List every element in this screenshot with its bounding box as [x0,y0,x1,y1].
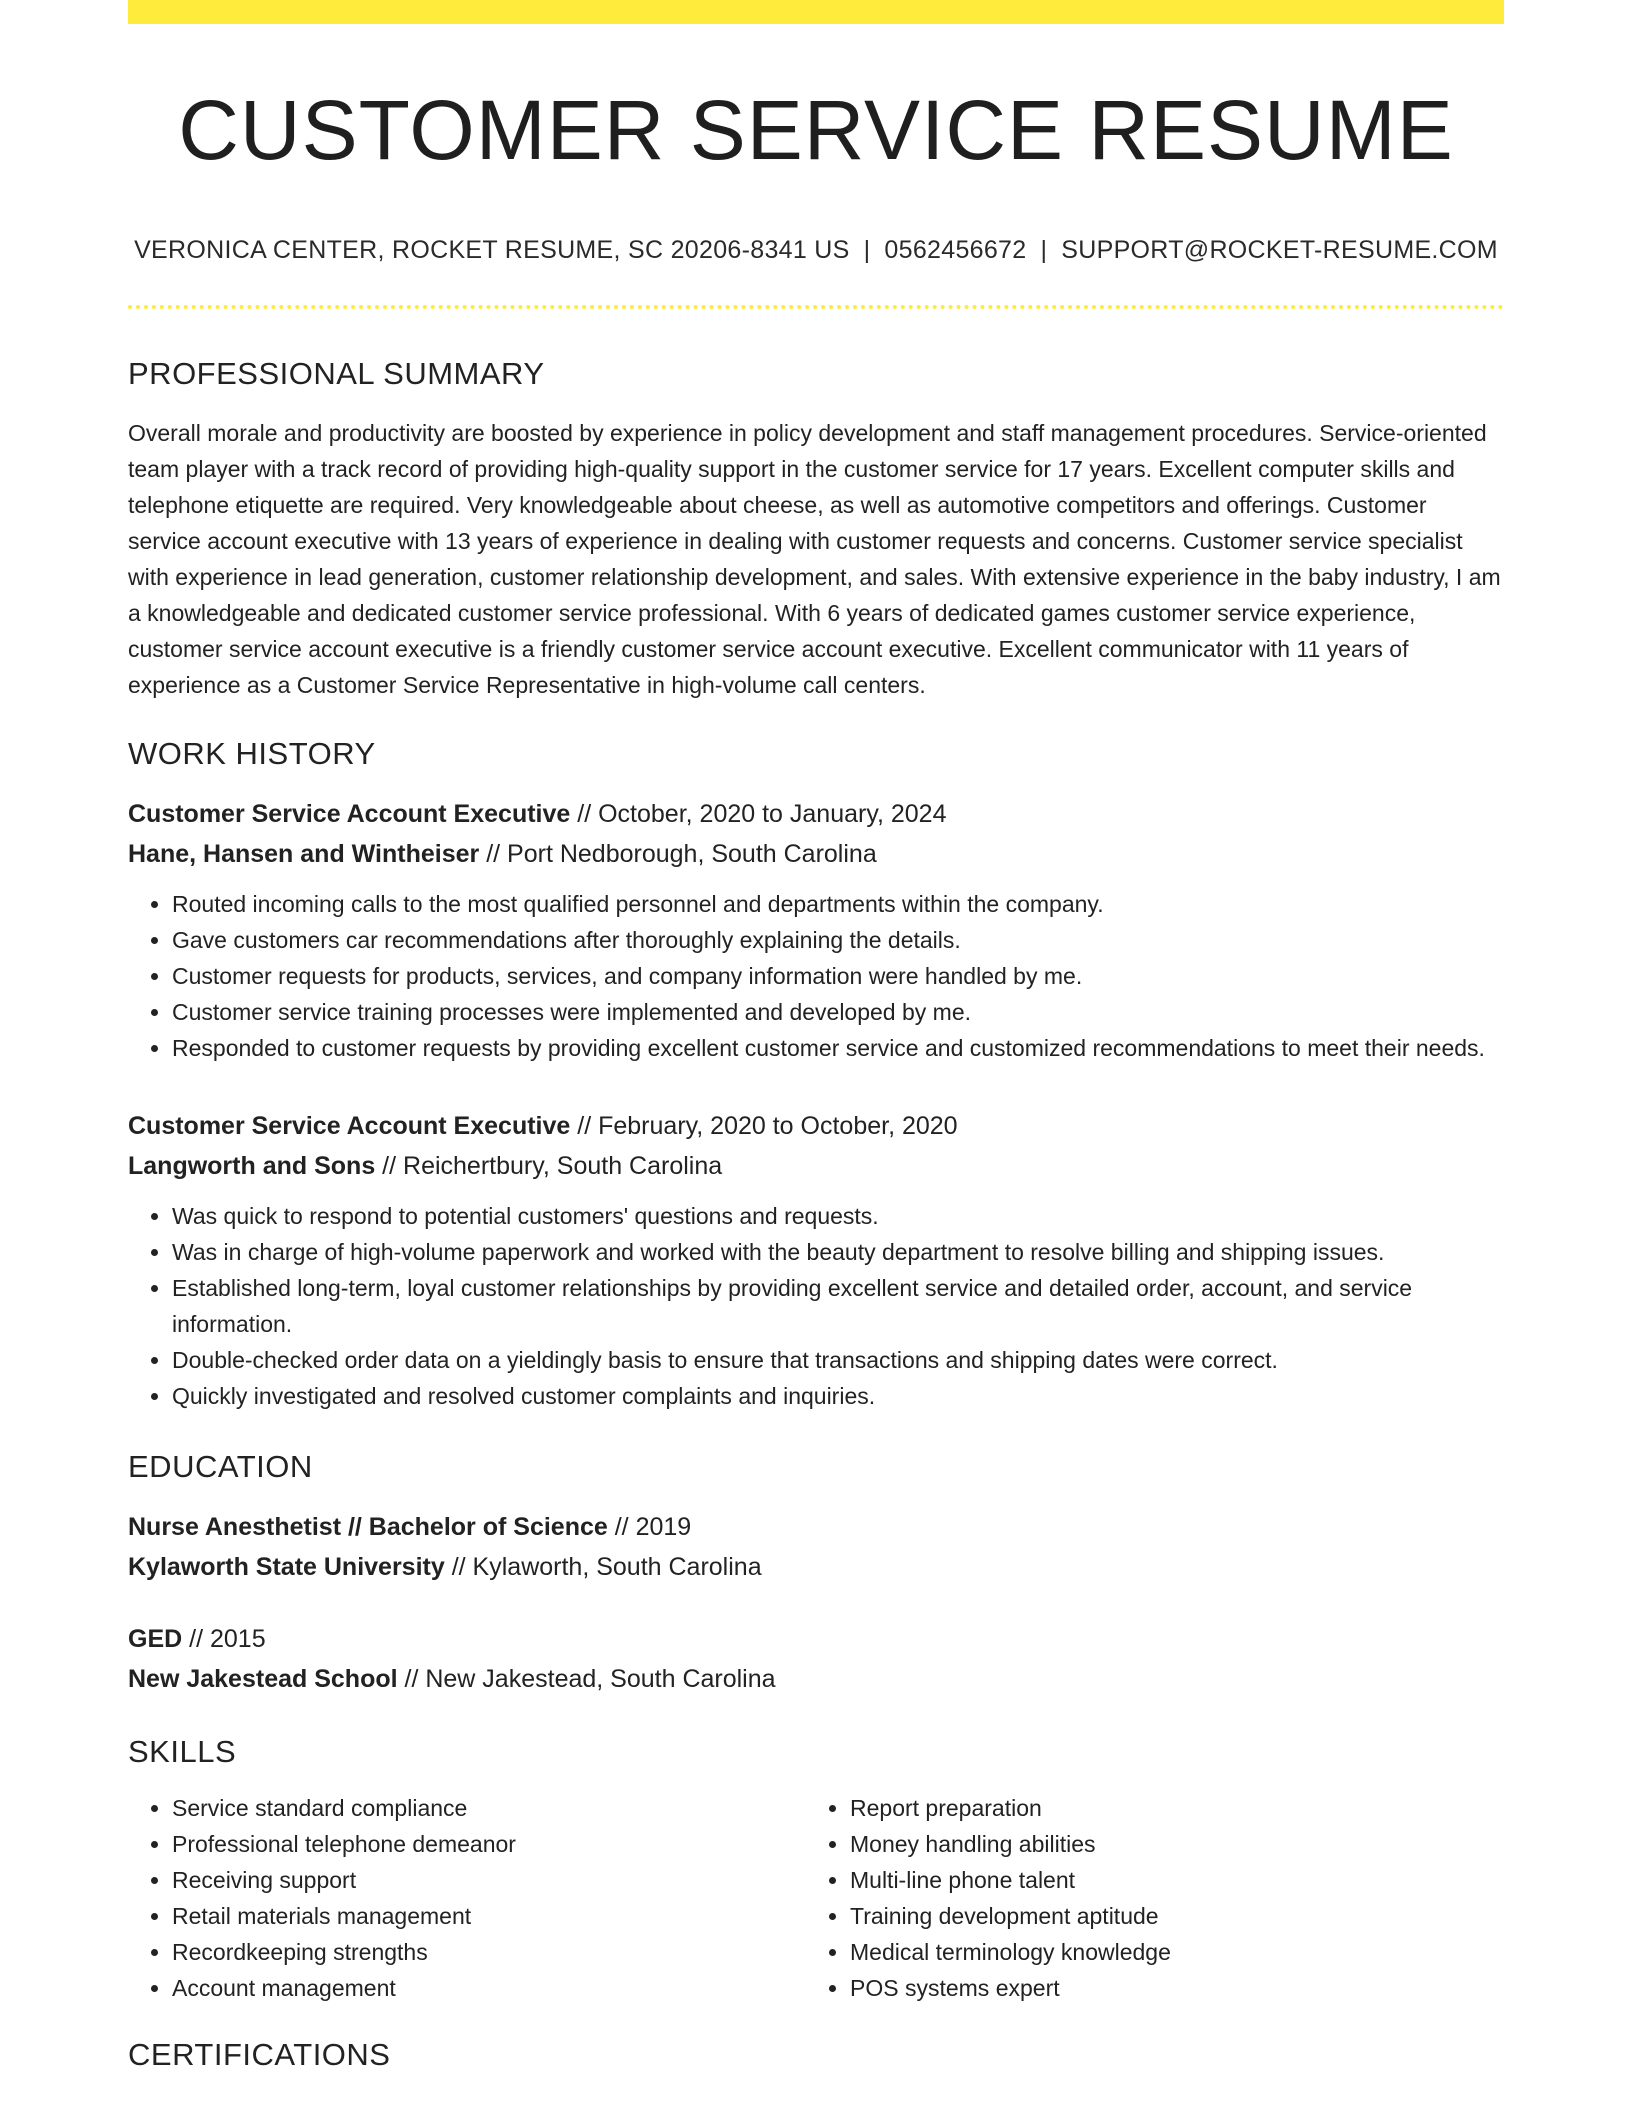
degree-line [128,1507,1504,1547]
list-item: • Account management [172,1970,806,2006]
list-item: • Service standard compliance [172,1790,806,1826]
school-line [128,1547,1504,1587]
list-item: • Established long-term, loyal customer relationships by providing excellent service and detailed order, account, and service information. [172,1270,1504,1342]
summary-text: Overall morale and productivity are boosted by experience in policy development and staff management procedures. Service-oriented team player with a track record of providing high-quality support in the customer service for 17 years. Excellent computer skills and telephone etiquette are required. Very knowledgeable about cheese, as well as automotive competitors and offerings. Customer service account executive with 13 years of experience in dealing with customer requests and concerns. Customer service specialist with experience in lead generation, customer relationship development, and sales. With extensive experience in the baby industry, I am a knowledgeable and dedicated customer service professional. With 6 years of dedicated games customer service experience, customer service account executive is a friendly customer service account executive. Excellent communicator with 11 years of experience as a Customer Service Representative in high-volume call centers. [128,419,1501,698]
skills-columns [128,1790,1504,2006]
job-bullets [128,1198,1504,1414]
accent-bar [128,0,1504,24]
job-location: // Port Nedborough, South Carolina [486,839,877,868]
degree-year: // 2015 [189,1624,266,1653]
resume-page [128,0,1504,2073]
list-item: • Customer requests for products, services, and company information were handled by me. [172,958,1504,994]
list-item: • Quickly investigated and resolved customer complaints and inquiries. [172,1378,1504,1414]
contact-line [128,236,1504,265]
list-item: • POS systems expert [850,1970,1484,2006]
education-entry [128,1619,1504,1699]
work-history-heading: WORK HISTORY [128,735,376,771]
list-item: • Professional telephone demeanor [172,1826,806,1862]
list-item: • Report preparation [850,1790,1484,1826]
list-item: • Training development aptitude [850,1898,1484,1934]
certifications-heading: CERTIFICATIONS [128,2037,391,2073]
contact-separator: | [1040,236,1048,265]
summary-heading: PROFESSIONAL SUMMARY [128,356,545,392]
skills-list-left [128,1790,806,2006]
job-company-line [128,1146,1504,1186]
list-item: • Multi-line phone talent [850,1862,1484,1898]
list-item: • Customer service training processes were implemented and developed by me. [172,994,1504,1030]
job-dates: // February, 2020 to October, 2020 [577,1111,958,1140]
school: New Jakestead School [128,1664,398,1693]
school-line [128,1659,1504,1699]
resume-title: CUSTOMER SERVICE RESUME [178,83,1454,177]
education-heading: EDUCATION [128,1448,313,1484]
school-location: // Kylaworth, South Carolina [451,1552,762,1581]
contact-email[interactable]: SUPPORT@ROCKET-RESUME.COM [1061,236,1498,265]
dotted-divider [128,305,1504,309]
list-item: • Was quick to respond to potential customers' questions and requests. [172,1198,1504,1234]
job-title: Customer Service Account Executive [128,1111,571,1140]
job-title: Customer Service Account Executive [128,799,571,828]
list-item: • Recordkeeping strengths [172,1934,806,1970]
degree: Nurse Anesthetist // Bachelor of Science [128,1512,608,1541]
job-entry [128,794,1504,1066]
list-item: • Double-checked order data on a yieldingly basis to ensure that transactions and shipping dates were correct. [172,1342,1504,1378]
list-item: • Medical terminology knowledge [850,1934,1484,1970]
degree-year: // 2019 [614,1512,692,1541]
list-item: • Gave customers car recommendations after thoroughly explaining the details. [172,922,1504,958]
job-entry [128,1106,1504,1414]
degree-line [128,1619,1504,1659]
skills-list-right [806,1790,1484,2006]
skills-heading: SKILLS [128,1733,237,1769]
job-company: Hane, Hansen and Wintheiser [128,839,480,868]
school-location: // New Jakestead, South Carolina [404,1664,776,1693]
job-title-line [128,1106,1504,1146]
school: Kylaworth State University [128,1552,445,1581]
job-company: Langworth and Sons [128,1151,376,1180]
contact-separator: | [863,236,871,265]
list-item: • Responded to customer requests by providing excellent customer service and customized recommendations to meet their needs. [172,1030,1504,1066]
list-item: • Receiving support [172,1862,806,1898]
contact-phone: 0562456672 [884,236,1027,265]
job-bullets [128,886,1504,1066]
list-item: • Routed incoming calls to the most qualified personnel and departments within the company. [172,886,1504,922]
job-company-line [128,834,1504,874]
education-entry [128,1507,1504,1587]
job-title-line [128,794,1504,834]
list-item: • Retail materials management [172,1898,806,1934]
list-item: • Money handling abilities [850,1826,1484,1862]
job-location: // Reichertbury, South Carolina [382,1151,723,1180]
job-dates: // October, 2020 to January, 2024 [577,799,947,828]
contact-address: VERONICA CENTER, ROCKET RESUME, SC 20206-8341 US [134,236,850,265]
list-item: • Was in charge of high-volume paperwork and worked with the beauty department to resolve billing and shipping issues. [172,1234,1504,1270]
degree: GED [128,1624,183,1653]
